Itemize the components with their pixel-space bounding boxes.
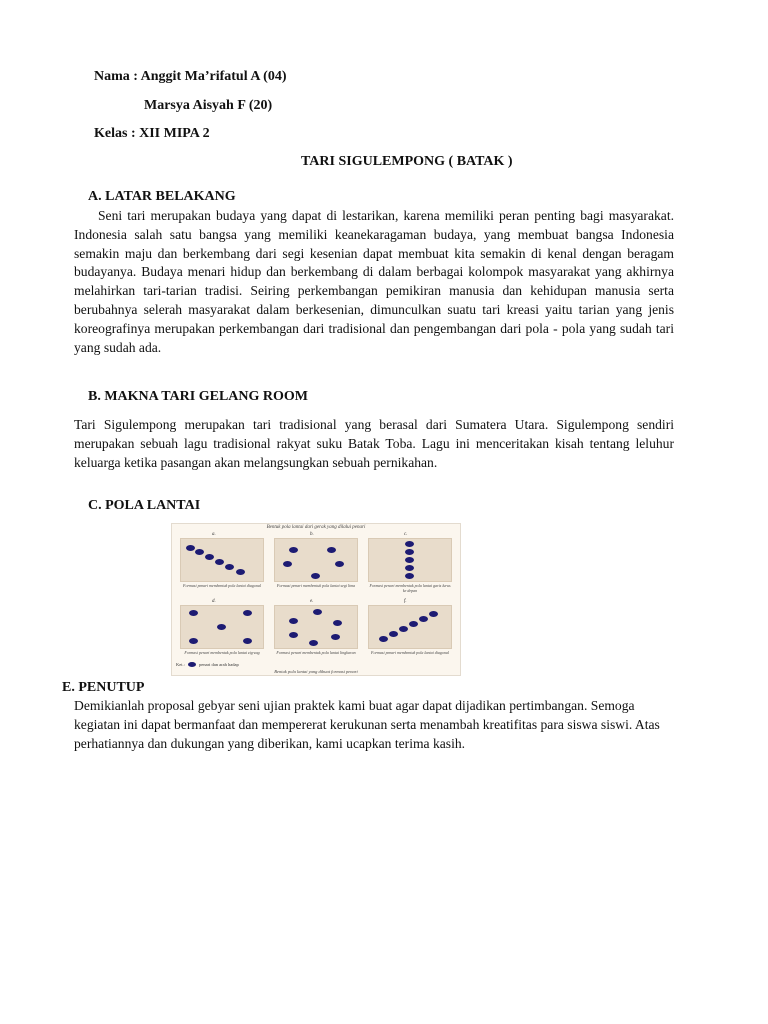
dancer-dot xyxy=(405,557,414,563)
panel-e-letter: e. xyxy=(310,599,314,604)
legend-prefix: Ket.: xyxy=(176,662,185,667)
panel-b-letter: b. xyxy=(310,532,314,537)
figure-caption-top: Bentuk pola lantai dari gerak yang dilalui penari xyxy=(266,525,366,530)
dancer-dot xyxy=(399,626,408,632)
dancer-dot xyxy=(243,638,252,644)
panel-b-caption: Formasi penari membentuk pola lantai segi lima xyxy=(276,583,356,588)
section-b-paragraph: Tari Sigulempong merupakan tari tradisional yang berasal dari Sumatera Utara. Sigulempong sendiri merupakan sebuah lagu tradisional rakyat suku Batak Toba. Lagu ini menceritakan kisah tentang leluhur keluarga ketika pasangan akan melangsungkan sebuah pernikahan. xyxy=(74,417,674,470)
panel-b xyxy=(274,538,358,582)
dancer-dot xyxy=(289,547,298,553)
dancer-dot xyxy=(379,636,388,642)
dancer-dot xyxy=(389,631,398,637)
dancer-dot xyxy=(309,640,318,646)
dancer-dot xyxy=(313,609,322,615)
panel-d-caption: Formasi penari membentuk pola lantai zig-zag xyxy=(184,650,260,655)
dancer-dot xyxy=(186,545,195,551)
panel-c-letter: c. xyxy=(404,532,408,537)
panel-d xyxy=(180,605,264,649)
figure-caption-bottom: Bentuk pola lantai yang dibuat formasi penari xyxy=(274,669,358,674)
floor-pattern-figure xyxy=(171,523,461,676)
panel-f-letter: f. xyxy=(404,599,407,604)
panel-a-letter: a. xyxy=(212,532,216,537)
dancer-dot xyxy=(333,620,342,626)
dancer-dot xyxy=(217,624,226,630)
panel-f-caption: Formasi penari membentuk pola lantai diagonal xyxy=(371,650,449,655)
panel-d-letter: d. xyxy=(212,599,216,604)
dancer-dot xyxy=(409,621,418,627)
section-e-heading: E. PENUTUP xyxy=(62,680,145,695)
dancer-dot xyxy=(215,559,224,565)
figure-legend xyxy=(176,662,239,667)
dancer-dot xyxy=(405,549,414,555)
student-name-line-2: Marsya Aisyah F (20) xyxy=(144,98,273,113)
dancer-dot xyxy=(289,632,298,638)
dancer-dot xyxy=(331,634,340,640)
dancer-dot xyxy=(243,610,252,616)
dancer-dot xyxy=(205,554,214,560)
dancer-dot xyxy=(327,547,336,553)
dancer-dot xyxy=(283,561,292,567)
panel-a-caption: Formasi penari membentuk pola lantai diagonal xyxy=(183,583,261,588)
dancer-dot xyxy=(189,610,198,616)
dancer-dot xyxy=(405,573,414,579)
section-a-paragraph: Seni tari merupakan budaya yang dapat di lestarikan, karena memiliki peran penting bagi masyarakat. Indonesia salah satu bangsa yang memiliki keanekaragaman budaya, yang membuat bangsa Indonesia semakin maju dan berkembang dari segi kesenian dapat membuat kita semakin di kenal dengan beragam budayanya. Budaya menari hidup dan berkembang di dalam berbagai kolompok masyarakat yang akhirnya melahirkan tari-tarian tradisi. Seiring perkembangan pemikiran manusia dan kehidupan manusia serta berubahnya selerah masyarakat dalam berkesenian, dimunculkan suatu tari kreasi yaitu tarian yang jenis koreografinya merupakan perkembangan dari tradisional dan pengembangan dari pola - pola yang sudah tari yang sudah ada. xyxy=(74,208,674,355)
panel-c xyxy=(368,538,452,582)
legend-dancer-dot xyxy=(188,662,196,667)
class-line: Kelas : XII MIPA 2 xyxy=(94,126,210,141)
dancer-dot xyxy=(189,638,198,644)
section-c-heading: C. POLA LANTAI xyxy=(88,498,201,513)
dancer-dot xyxy=(429,611,438,617)
dancer-dot xyxy=(335,561,344,567)
document-title: TARI SIGULEMPONG ( BATAK ) xyxy=(301,154,513,169)
dancer-dot xyxy=(405,565,414,571)
panel-f xyxy=(368,605,452,649)
dancer-dot xyxy=(225,564,234,570)
dancer-dot xyxy=(236,569,245,575)
dancer-dot xyxy=(419,616,428,622)
panel-a xyxy=(180,538,264,582)
legend-text: penari dan arah hadap xyxy=(199,662,239,667)
section-b-heading: B. MAKNA TARI GELANG ROOM xyxy=(88,389,308,404)
dancer-dot xyxy=(405,541,414,547)
section-a-heading: A. LATAR BELAKANG xyxy=(88,189,236,204)
dancer-dot xyxy=(195,549,204,555)
dancer-dot xyxy=(311,573,320,579)
dancer-dot xyxy=(289,618,298,624)
panel-e xyxy=(274,605,358,649)
section-e-paragraph: Demikianlah proposal gebyar seni ujian praktek kami buat agar dapat dijadikan pertimbangan. Semoga kegiatan ini dapat bermanfaat dan mempererat kerukunan serta menambah kreatifitas para siswa siswi. Atas perhatiannya dan dukungan yang diberikan, kami ucapkan terima kasih. xyxy=(74,698,660,751)
panel-c-caption: Formasi penari membentuk pola lantai garis lurus ke depan xyxy=(369,583,451,593)
panel-e-caption: Formasi penari membentuk pola lantai lingkaran xyxy=(276,650,356,655)
student-name-line: Nama : Anggit Ma’rifatul A (04) xyxy=(94,69,287,84)
